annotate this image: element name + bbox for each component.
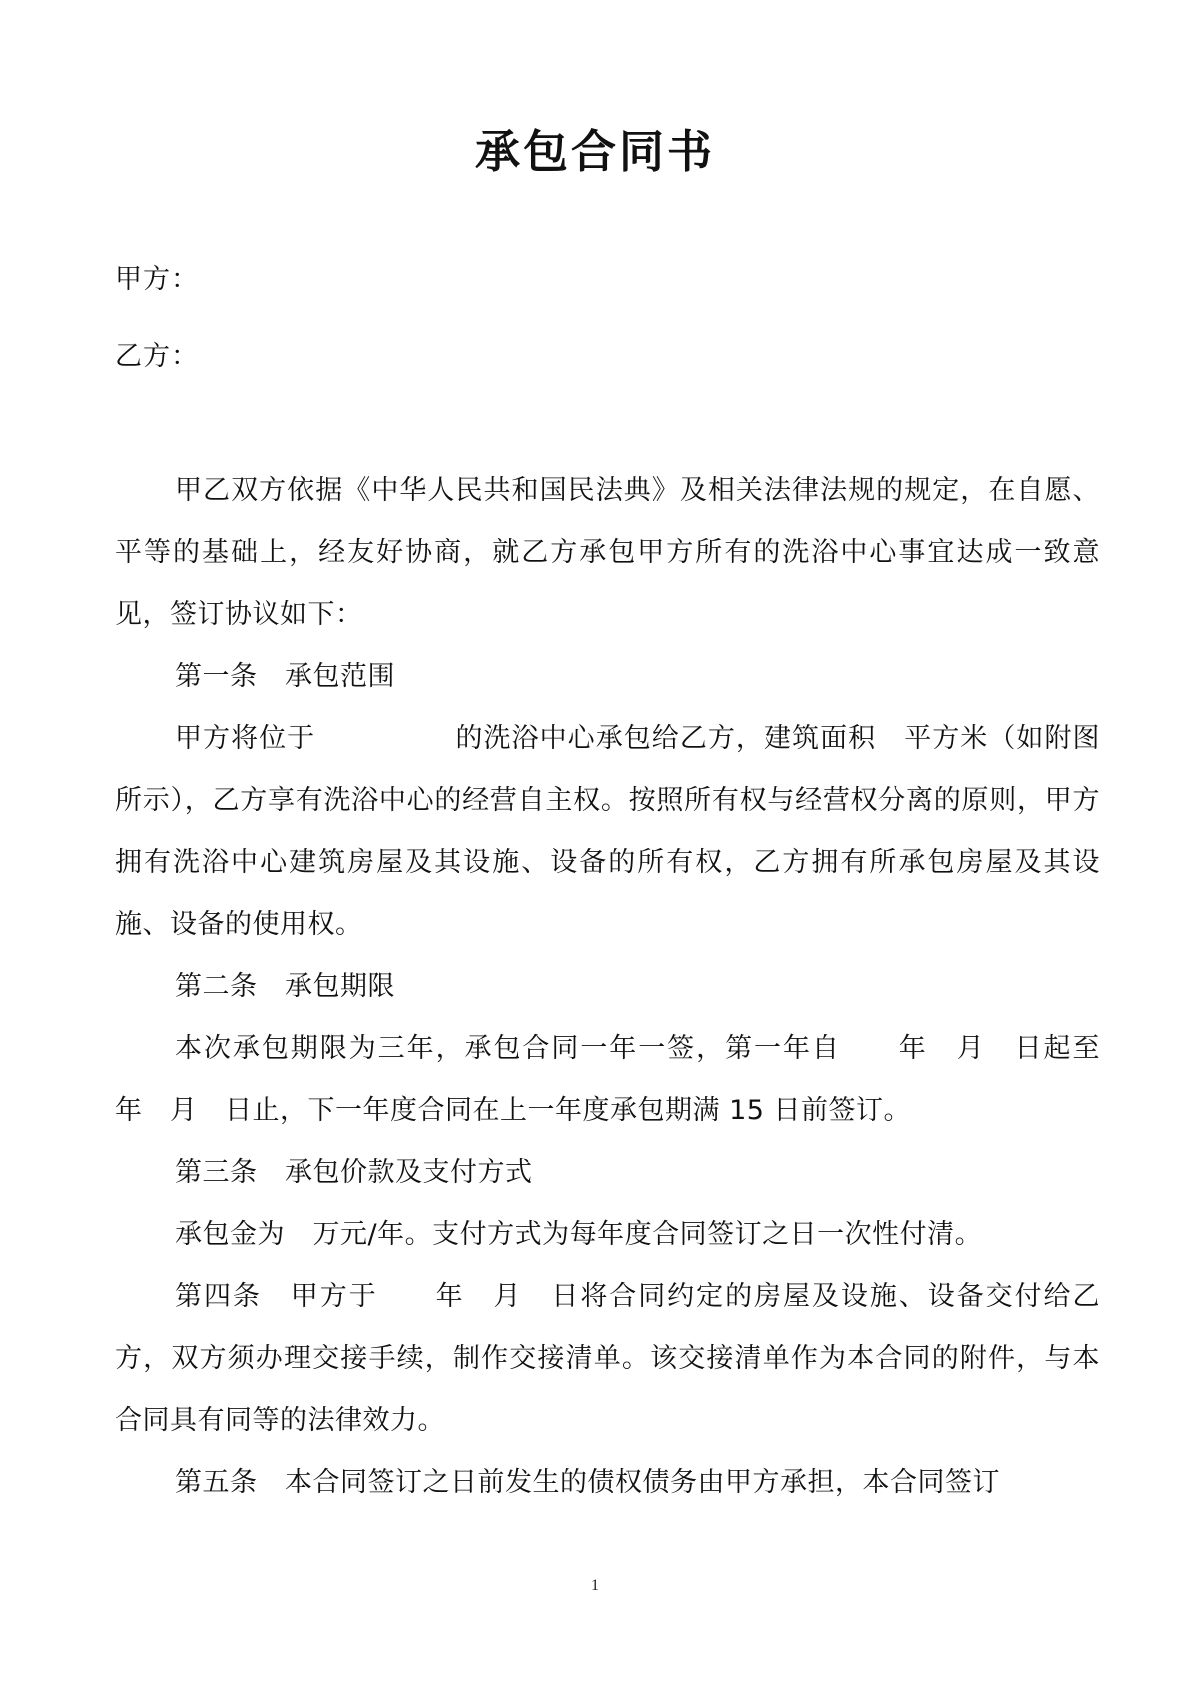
article-1-heading: 第一条 承包范围 — [175, 661, 395, 692]
article-5-paragraph: 第五条 本合同签订之日前发生的债权债务由甲方承担，本合同签订 — [175, 1467, 1000, 1498]
article-3-heading: 第三条 承包价款及支付方式 — [175, 1157, 533, 1188]
party-a-label: 甲方： — [115, 264, 199, 295]
contract-body — [115, 460, 1155, 1514]
document-title: 承包合同书 — [474, 125, 715, 178]
page-number: 1 — [591, 1577, 599, 1594]
article-3-paragraph: 承包金为 万元/年。支付方式为每年度合同签订之日一次性付清。 — [175, 1219, 983, 1250]
preamble-paragraph: 甲乙双方依据《中华人民共和国民法典》及相关法律法规的规定，在自愿、平等的基础上，经友好协商，就乙方承包甲方所有的洗浴中心事宜达成一致意见，签订协议如下： — [115, 475, 1100, 630]
article-2-paragraph: 本次承包期限为三年，承包合同一年一签，第一年自 年 月 日起至 年 月 日止，下一年度合同在上一年度承包期满 15 日前签订。 — [115, 1033, 1155, 1126]
article-2-heading: 第二条 承包期限 — [175, 971, 395, 1002]
article-1-paragraph: 甲方将位于 的洗浴中心承包给乙方，建筑面积 平方米（如附图所示），乙方享有洗浴中心的经营自主权。按照所有权与经营权分离的原则，甲方拥有洗浴中心建筑房屋及其设施、设备的所有权，乙方拥有所承包房屋及其设施、设备的使用权。 — [115, 723, 1100, 940]
article-4-paragraph: 第四条 甲方于 年 月 日将合同约定的房屋及设施、设备交付给乙方，双方须办理交接手续，制作交接清单。该交接清单作为本合同的附件，与本合同具有同等的法律效力。 — [115, 1281, 1100, 1436]
party-b-label: 乙方： — [115, 341, 199, 372]
